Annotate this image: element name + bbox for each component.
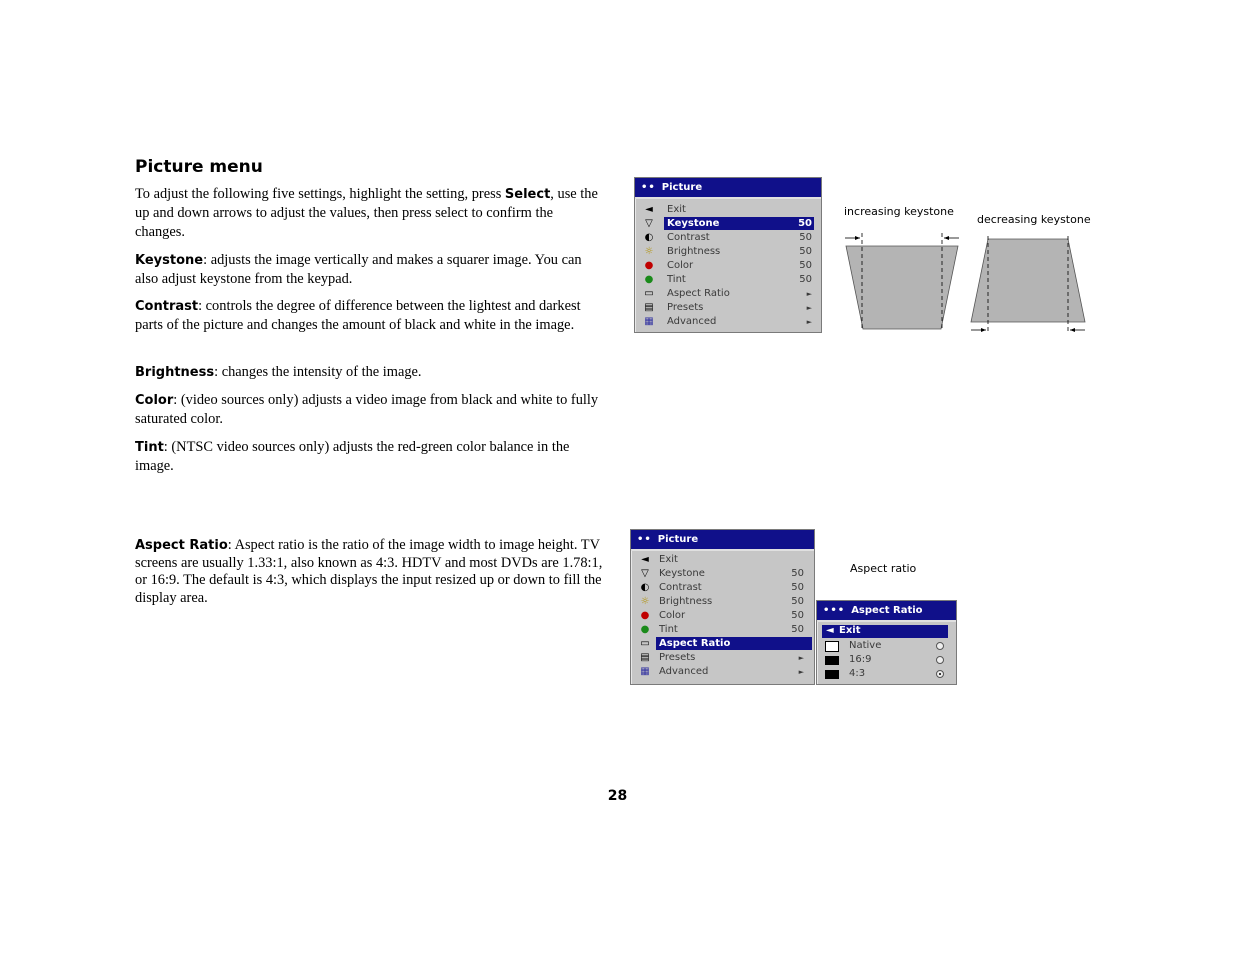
aspect-swatch-icon	[825, 670, 839, 679]
menu-item-value: 50	[791, 610, 804, 621]
menu-item-label: Presets	[667, 302, 704, 313]
submenu-title: Aspect Ratio	[851, 605, 923, 616]
intro-text-end: , use the up and down arrows to adjust the values, then press select to confirm the changes.	[135, 186, 598, 240]
menu-item-color[interactable]	[631, 609, 814, 623]
term-aspect-ratio: Aspect Ratio	[135, 538, 228, 553]
menu-item-value: 50	[791, 596, 804, 607]
tint-icon: ●	[640, 624, 650, 635]
menu-item-label: Keystone	[659, 568, 705, 579]
menu-item-value: 50	[799, 260, 812, 271]
menu-title: Picture	[661, 182, 703, 193]
back-arrow-icon: ◄	[645, 204, 653, 215]
menu-item-label: Brightness	[659, 596, 713, 607]
brightness-icon: ☼	[640, 596, 650, 607]
menu-item-tint[interactable]	[635, 273, 821, 287]
color-icon: ●	[640, 610, 650, 621]
term-color: Color	[135, 393, 174, 408]
menu-items	[635, 203, 821, 329]
menu-items	[631, 553, 814, 679]
aspect-option-43[interactable]	[817, 667, 956, 681]
menu-item-keystone[interactable]	[631, 567, 814, 581]
aspect-option-label: Native	[849, 640, 882, 651]
keystone-diagram	[840, 228, 1090, 338]
menu-title: Picture	[657, 534, 699, 545]
definition-aspect-ratio	[135, 537, 603, 607]
menu-item-value: 50	[799, 232, 812, 243]
intro-paragraph	[135, 185, 603, 242]
submenu-exit-label: Exit	[839, 625, 861, 636]
caption-decreasing-keystone: decreasing keystone	[977, 213, 1091, 226]
menu-item-value: 50	[791, 582, 804, 593]
back-arrow-icon: ◄	[826, 625, 834, 636]
decreasing-keystone-trapezoid	[971, 236, 1085, 334]
advanced-icon: ▦	[644, 316, 654, 327]
menu-item-aspect-ratio[interactable]	[635, 287, 821, 301]
menu-item-keystone[interactable]	[635, 217, 821, 231]
menu-dots-icon: ••	[641, 182, 656, 193]
menu-item-advanced[interactable]	[631, 665, 814, 679]
menu-item-label: Aspect Ratio	[659, 638, 731, 649]
radio-button[interactable]	[936, 670, 944, 678]
definition-contrast	[135, 297, 603, 335]
submenu-dots-icon: •••	[823, 605, 846, 616]
radio-button[interactable]	[936, 656, 944, 664]
menu-item-label: Aspect Ratio	[667, 288, 730, 299]
intro-text: To adjust the following five settings, highlight the setting, press	[135, 186, 505, 202]
submenu-title-bar	[817, 601, 956, 622]
picture-menu-keystone	[634, 177, 822, 333]
brightness-icon: ☼	[644, 246, 654, 257]
definition-brightness	[135, 363, 603, 382]
color-icon: ●	[644, 260, 654, 271]
menu-item-exit[interactable]	[631, 553, 814, 567]
intro-bold-term: Select	[504, 187, 551, 202]
menu-item-label: Color	[659, 610, 686, 621]
term-brightness: Brightness	[135, 365, 215, 380]
definition-text: : (video sources only) adjusts a video image from black and white to fully saturated color.	[135, 392, 599, 427]
menu-item-brightness[interactable]	[635, 245, 821, 259]
definition-color	[135, 391, 603, 429]
increasing-keystone-trapezoid	[845, 233, 959, 331]
menu-item-presets[interactable]	[635, 301, 821, 315]
term-contrast: Contrast	[135, 299, 199, 314]
menu-item-label: Color	[667, 260, 694, 271]
definition-keystone	[135, 251, 603, 289]
definition-text: : (NTSC video sources only) adjusts the red-green color balance in the image.	[135, 439, 570, 474]
menu-item-label: Contrast	[659, 582, 702, 593]
page-title: Picture menu	[135, 157, 263, 177]
term-tint: Tint	[135, 440, 164, 455]
caption-increasing-keystone: increasing keystone	[844, 205, 954, 218]
menu-item-label: Tint	[667, 274, 686, 285]
advanced-icon: ▦	[640, 666, 650, 677]
aspect-option-native[interactable]	[817, 639, 956, 653]
menu-item-value: ►	[798, 654, 804, 662]
menu-item-label: Tint	[659, 624, 678, 635]
aspect-options	[817, 639, 956, 681]
menu-item-label: Contrast	[667, 232, 710, 243]
caption-aspect-ratio: Aspect ratio	[850, 562, 917, 575]
menu-item-contrast[interactable]	[631, 581, 814, 595]
aspect-option-label: 4:3	[849, 668, 866, 679]
definition-text: : adjusts the image vertically and makes a squarer image. You can also adjust keystone from the keypad.	[135, 252, 582, 287]
menu-item-exit[interactable]	[635, 203, 821, 217]
definition-text: : controls the degree of difference between the lightest and darkest parts of the picture and changes the amount of black and white in the image.	[135, 298, 581, 333]
definition-tint	[135, 438, 603, 476]
picture-menu-aspect-ratio	[630, 529, 815, 685]
menu-item-label: Advanced	[667, 316, 717, 327]
menu-item-label: Presets	[659, 652, 696, 663]
menu-item-value: 50	[798, 218, 812, 229]
aspect-option-169[interactable]	[817, 653, 956, 667]
menu-item-brightness[interactable]	[631, 595, 814, 609]
menu-item-color[interactable]	[635, 259, 821, 273]
radio-button[interactable]	[936, 642, 944, 650]
term-keystone: Keystone	[135, 253, 204, 268]
presets-icon: ▤	[640, 652, 650, 663]
menu-title-bar	[631, 530, 814, 551]
menu-item-label: Exit	[659, 554, 678, 565]
menu-dots-icon: ••	[637, 534, 652, 545]
definition-text: : changes the intensity of the image.	[214, 364, 422, 380]
menu-item-label: Advanced	[659, 666, 709, 677]
submenu-exit[interactable]	[817, 624, 956, 639]
menu-item-label: Exit	[667, 204, 686, 215]
contrast-icon: ◐	[644, 232, 654, 243]
menu-item-value: ►	[806, 290, 812, 298]
menu-item-value: 50	[799, 274, 812, 285]
aspect-ratio-icon: ▭	[644, 288, 654, 299]
keystone-icon: ▽	[645, 218, 653, 229]
menu-item-aspect-ratio[interactable]	[631, 637, 814, 651]
aspect-ratio-submenu	[816, 600, 957, 685]
menu-item-tint[interactable]	[631, 623, 814, 637]
aspect-swatch-icon	[825, 641, 839, 652]
menu-item-value: 50	[791, 624, 804, 635]
aspect-swatch-icon	[825, 656, 839, 665]
aspect-option-label: 16:9	[849, 654, 872, 665]
menu-item-value: 50	[791, 568, 804, 579]
menu-item-value: 50	[799, 246, 812, 257]
menu-item-label: Brightness	[667, 246, 721, 257]
menu-item-contrast[interactable]	[635, 231, 821, 245]
menu-item-value: ►	[806, 318, 812, 326]
menu-item-label: Keystone	[667, 218, 720, 229]
menu-item-value: ►	[806, 304, 812, 312]
aspect-ratio-icon: ▭	[640, 638, 650, 649]
contrast-icon: ◐	[640, 582, 650, 593]
presets-icon: ▤	[644, 302, 654, 313]
back-arrow-icon: ◄	[641, 554, 649, 565]
page-number: 28	[607, 788, 628, 804]
definition-text: : Aspect ratio is the ratio of the image width to image height. TV screens are usually 1.33:1, also known as 4:3. HDTV and most DVDs are 1.78:1, or 16:9. The default is 4:3, which displays the input resized up or down to fill the display area.	[135, 537, 603, 606]
menu-title-bar	[635, 178, 821, 199]
tint-icon: ●	[644, 274, 654, 285]
keystone-icon: ▽	[641, 568, 649, 579]
menu-item-value: ►	[798, 668, 804, 676]
menu-item-presets[interactable]	[631, 651, 814, 665]
menu-item-advanced[interactable]	[635, 315, 821, 329]
